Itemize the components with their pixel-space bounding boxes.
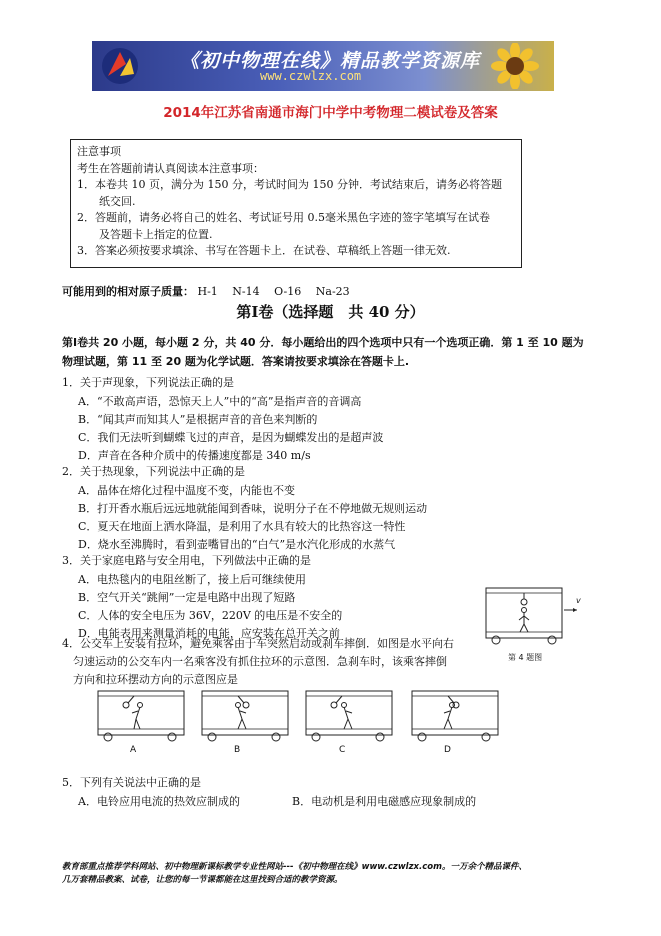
option-b: B．“闻其声而知其人”是根据声音的音色来判断的 — [78, 413, 318, 426]
option-b: B．空气开关“跳闸”一定是电路中出现了短路 — [78, 591, 296, 604]
notice-item: 纸交回. — [77, 194, 136, 208]
site-logo-icon — [100, 46, 140, 86]
exam-title: 2014年江苏省南通市海门中学中考物理二模试卷及答案 — [163, 105, 498, 121]
option-b: B．电动机是利用电磁感应现象制成的 — [292, 795, 477, 808]
notice-box — [70, 139, 522, 268]
question-stem: 4．公交车上安装有拉环，避免乘客由于车突然启动或刹车摔倒．如图是水平向右 — [62, 637, 454, 650]
bus-diagram — [484, 586, 580, 648]
velocity-label: v — [576, 596, 581, 605]
option-b: B．打开香水瓶后远远地就能闻到香味，说明分子在不停地做无规则运动 — [78, 502, 428, 515]
question-stem: 1．关于声现象，下列说法正确的是 — [62, 376, 234, 389]
notice-heading: 注意事项 — [77, 145, 121, 158]
atomic-mass-line — [62, 283, 350, 299]
atomic-mass-label: 可能用到的相对原子质量： — [62, 285, 194, 298]
option-a: A．电热毯内的电阻丝断了，接上后可继续使用 — [78, 573, 306, 586]
option-c-diagram — [304, 689, 394, 743]
option-a-label: A — [130, 745, 137, 755]
question-stem: 2．关于热现象，下列说法中正确的是 — [62, 465, 245, 478]
option-b-diagram — [200, 689, 290, 743]
section-title: 第Ⅰ卷（选择题 共 40 分） — [236, 303, 425, 321]
option-a: A．电铃应用电流的热效应制成的 — [78, 795, 240, 808]
option-a: A．“不敢高声语，恐惊天上人”中的“高”是指声音的音调高 — [78, 395, 362, 408]
option-c: C．我们无法听到蝴蝶飞过的声音，是因为蝴蝶发出的是超声波 — [78, 431, 384, 444]
footer-line: 教育部重点推荐学科网站、初中物理新课标教学专业性网站---《初中物理在线》www.czwlzx.com。一万余个精品课件、 — [62, 862, 527, 872]
notice-item: 3．答案必须按要求填涂、书写在答题卡上．在试卷、草稿纸上答题一律无效. — [77, 244, 451, 257]
notice-intro: 考生在答题前请认真阅读本注意事项： — [77, 161, 264, 175]
question-stem: 匀速运动的公交车内一名乘客没有抓住拉环的示意图．急刹车时，该乘客摔倒 — [62, 655, 447, 668]
option-c: C．夏天在地面上洒水降温，是利用了水具有较大的比热容这一特性 — [78, 520, 406, 533]
notice-item: 2．答题前，请务必将自己的姓名、考试证号用 0.5毫米黑色字迹的签字笔填写在试卷 — [77, 211, 490, 224]
banner-title: 《初中物理在线》精品教学资源库 — [180, 50, 481, 72]
option-c: C．人体的安全电压为 36V，220V 的电压是不安全的 — [78, 609, 343, 622]
option-b-label: B — [234, 745, 241, 755]
section-instructions: 第Ⅰ卷共 20 小题，每小题 2 分，共 40 分．每小题给出的四个选项中只有一个选项正确．第 1 至 10 题为物理试题，第 11 至 20 题为化学试题．答案请按要求填涂在答题卡上. — [62, 336, 584, 368]
question-stem: 5．下列有关说法中正确的是 — [62, 776, 201, 789]
option-a: A．晶体在熔化过程中温度不变，内能也不变 — [78, 484, 295, 497]
option-d: D．声音在各种介质中的传播速度都是 340 m/s — [78, 449, 311, 462]
sunflower-icon — [480, 43, 550, 89]
option-a-diagram — [96, 689, 186, 743]
option-d-diagram — [410, 689, 500, 743]
question-stem: 方向和拉环摆动方向的示意图应是 — [62, 673, 238, 686]
footer-line: 几万套精品教案、试卷，让您的每一节课都能在这里找到合适的教学资源。 — [62, 875, 343, 885]
atomic-mass-values: H-1 N-14 O-16 Na-23 — [197, 285, 350, 298]
option-d-label: D — [444, 745, 451, 755]
figure-caption: 第 4 题图 — [508, 653, 543, 662]
banner-url[interactable]: www.czwlzx.com — [260, 69, 362, 83]
notice-item: 及答题卡上指定的位置. — [77, 227, 213, 241]
option-d: D．电能表用来测量消耗的电能，应安装在总开关之前 — [78, 627, 340, 640]
header-banner — [92, 41, 554, 91]
question-stem: 3．关于家庭电路与安全用电，下列做法中正确的是 — [62, 554, 311, 567]
option-d: D．烧水至沸腾时，看到壶嘴冒出的“白气”是水汽化形成的水蒸气 — [78, 538, 396, 551]
option-c-label: C — [339, 745, 346, 755]
notice-item: 1．本卷共 10 页，满分为 150 分，考试时间为 150 分钟．考试结束后，请务必将答题 — [77, 178, 502, 191]
page-footer — [62, 861, 622, 887]
